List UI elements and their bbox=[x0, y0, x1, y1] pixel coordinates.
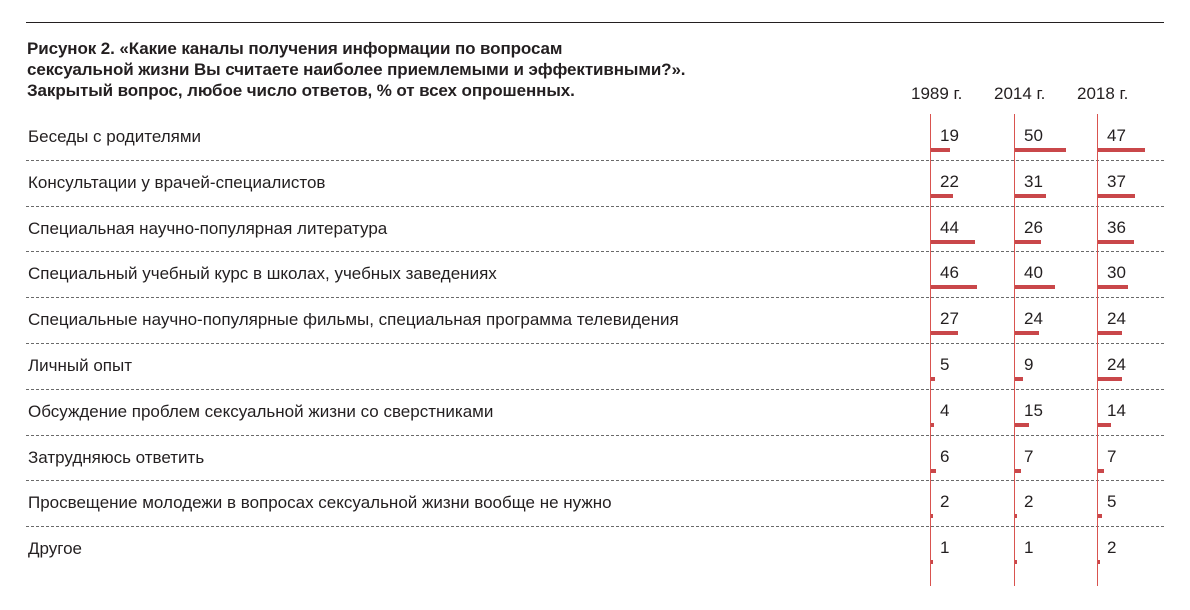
value-label: 24 bbox=[1024, 309, 1043, 329]
row-label: Специальный учебный курс в школах, учебных заведениях bbox=[28, 264, 497, 284]
row-label: Личный опыт bbox=[28, 356, 133, 375]
bar bbox=[930, 194, 953, 198]
row-separator bbox=[26, 251, 1164, 252]
value-label: 22 bbox=[940, 171, 959, 191]
value-label: 2 bbox=[1107, 538, 1117, 558]
value-label: 26 bbox=[1024, 217, 1043, 237]
value-label: 6 bbox=[940, 446, 950, 466]
bar bbox=[1097, 194, 1135, 198]
value-label: 31 bbox=[1024, 171, 1043, 191]
bar bbox=[1014, 148, 1066, 152]
bar bbox=[1014, 240, 1041, 244]
bar bbox=[1097, 285, 1128, 289]
column-rule-0 bbox=[930, 114, 931, 586]
value-label: 24 bbox=[1107, 309, 1126, 329]
row-label: Консультации у врачей-специалистов bbox=[28, 172, 326, 192]
row-separator bbox=[26, 297, 1164, 298]
row-separator bbox=[26, 389, 1164, 390]
row-label: Беседы с родителями bbox=[28, 127, 202, 146]
value-label: 36 bbox=[1107, 217, 1126, 237]
bar bbox=[1097, 377, 1122, 381]
bar bbox=[1014, 423, 1029, 427]
row-label: Обсуждение проблем сексуальной жизни со сверстниками bbox=[28, 401, 494, 421]
year-header-0: 1989 г. bbox=[911, 84, 963, 103]
bar bbox=[930, 285, 977, 289]
chart-title-line-2: сексуальной жизни Вы считаете наиболее приемлемыми и эффективными?». bbox=[27, 60, 686, 79]
row-label: Просвещение молодежи в вопросах сексуальной жизни вообще не нужно bbox=[28, 493, 612, 513]
row-label: Затрудняюсь ответить bbox=[28, 447, 205, 467]
bar bbox=[930, 240, 975, 244]
chart-title-line-3: Закрытый вопрос, любое число ответов, % от всех опрошенных. bbox=[27, 81, 575, 100]
value-label: 37 bbox=[1107, 171, 1126, 191]
row-separator bbox=[26, 206, 1164, 207]
row-separator bbox=[26, 160, 1164, 161]
value-label: 2 bbox=[1024, 492, 1034, 512]
bar bbox=[1097, 331, 1122, 335]
value-label: 46 bbox=[940, 263, 959, 283]
row-separator bbox=[26, 526, 1164, 527]
value-label: 24 bbox=[1107, 355, 1126, 374]
value-label: 50 bbox=[1024, 126, 1043, 145]
value-label: 1 bbox=[1024, 538, 1034, 558]
value-label: 27 bbox=[940, 309, 959, 329]
value-label: 40 bbox=[1024, 263, 1043, 283]
bar bbox=[1014, 469, 1021, 473]
bar bbox=[930, 148, 950, 152]
year-header-1: 2014 г. bbox=[994, 84, 1046, 103]
value-label: 47 bbox=[1107, 126, 1126, 145]
chart-title-line-1: Рисунок 2. «Какие каналы получения информации по вопросам bbox=[27, 39, 563, 58]
bar bbox=[1014, 331, 1039, 335]
row-label: Специальные научно-популярные фильмы, специальная программа телевидения bbox=[28, 310, 679, 330]
top-rule bbox=[26, 22, 1164, 23]
value-label: 9 bbox=[1024, 355, 1034, 374]
bar bbox=[1014, 194, 1046, 198]
bar bbox=[1014, 377, 1023, 381]
row-label: Другое bbox=[28, 539, 83, 559]
value-label: 15 bbox=[1024, 400, 1043, 420]
value-label: 7 bbox=[1107, 446, 1117, 466]
chart-title bbox=[27, 38, 685, 101]
year-header-2: 2018 г. bbox=[1077, 84, 1129, 103]
row-separator bbox=[26, 480, 1164, 481]
bar bbox=[1014, 285, 1055, 289]
value-label: 1 bbox=[940, 538, 950, 558]
value-label: 5 bbox=[940, 355, 950, 374]
column-rule-2 bbox=[1097, 114, 1098, 586]
row-separator bbox=[26, 435, 1164, 436]
column-rule-1 bbox=[1014, 114, 1015, 586]
value-label: 19 bbox=[940, 126, 959, 145]
row-separator bbox=[26, 343, 1164, 344]
value-label: 7 bbox=[1024, 446, 1034, 466]
bar bbox=[1097, 240, 1134, 244]
value-label: 2 bbox=[940, 492, 950, 512]
value-label: 5 bbox=[1107, 492, 1117, 512]
bar bbox=[1097, 469, 1104, 473]
value-label: 4 bbox=[940, 400, 950, 420]
value-label: 30 bbox=[1107, 263, 1126, 283]
bar bbox=[930, 331, 958, 335]
bar bbox=[1097, 423, 1111, 427]
value-label: 44 bbox=[940, 217, 959, 237]
row-label: Специальная научно-популярная литература bbox=[28, 218, 388, 238]
bar bbox=[1097, 148, 1145, 152]
value-label: 14 bbox=[1107, 400, 1126, 420]
